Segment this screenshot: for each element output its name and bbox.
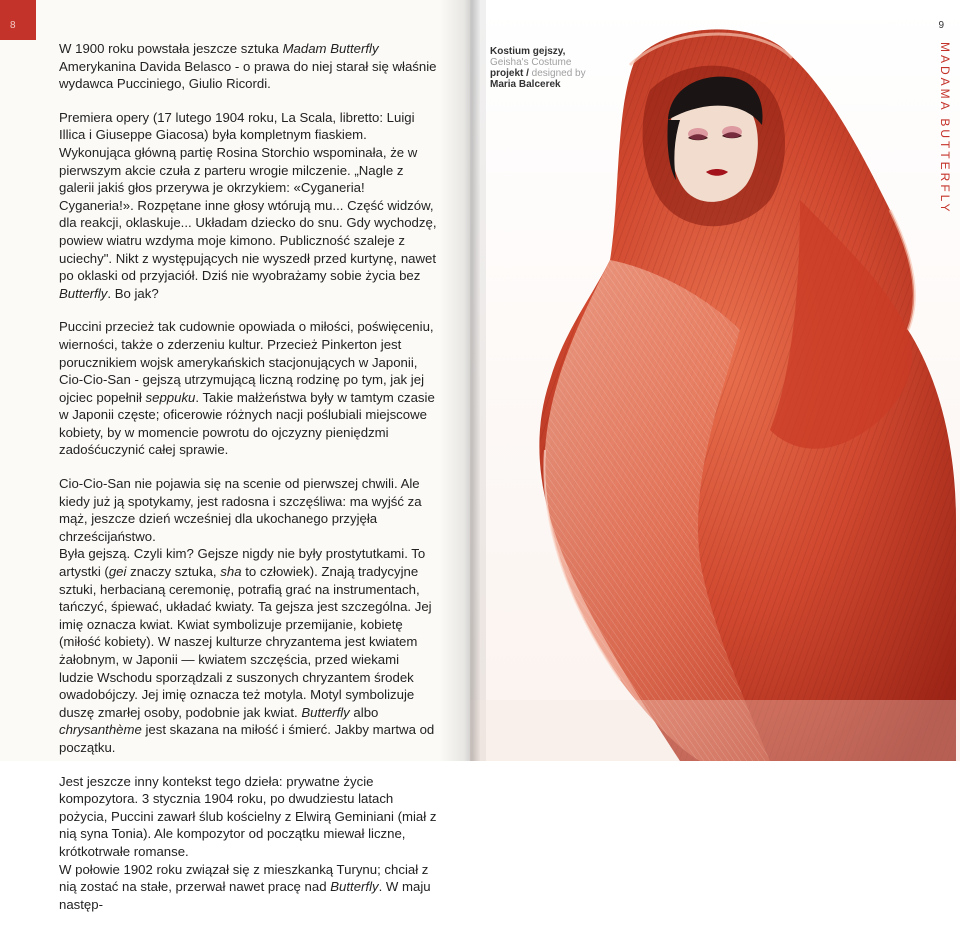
italic-term: sha [220,564,242,580]
running-head: MADAMA BUTTERFLY [938,42,952,215]
page-number-right: 9 [938,20,944,31]
paragraph-p6 [59,773,437,861]
text-run: Jest jeszcze inny kontekst tego dzieła: prywatne życie kompozytora. 3 stycznia 1904 roku, po dwudziestu latach pożycia, Puccini zawarł ślub kościelny z Elwirą Geminiani (miał z nią syna Tonia). Ale kompozytor od początku miewał liczne, krótkotrwałe romanse. [59,773,437,859]
left-page [0,0,470,912]
text-run: Cio-Cio-San nie pojawia się na scenie od pierwszej chwili. Ale kiedy już ją spotykamy, jest radosna i szczęśliwa: ma wyjść za mąż, jeszcze dzień wcześniej dla ukochanego przyjęła chrześcijaństwo. [59,476,422,544]
caption-title-en: Geisha's Costume [490,57,572,68]
paragraph-p4 [59,475,437,545]
caption-credit-pl: projekt / [490,68,529,79]
text-run: jest skazana na miłość i śmierć. Jakby martwa od początku. [59,722,435,755]
text-run: znaczy sztuka, [126,564,221,580]
text-run: Premiera opery (17 lutego 1904 roku, La Scala, libretto: Luigi Illica i Giuseppe Giacosa) była kompletnym fiaskiem. Wykonująca główną partię Rosina Storchio wspominała, że w pierwszym akcie czuła z parteru wrogie milczenie. „Nagle z galerii jakiś głos przerywa je okrzykiem: «Cyganeria! Cyganeria!». Rozpętane inne głosy wtórują mu... Część widzów, dla reakcji, oklaskuje... Układam dziecko do snu. Gdy wychodzę, powiew wiatru wzdyma moje kimono. Publiczność szaleje z uciechy". Nikt z występujących nie wyszedł przed kurtynę, nawet po oklaski od przyjaciół. Dziś nie wyobrażamy sobie życia bez [59,109,437,284]
text-run: Amerykanina Davida Belasco - o prawa do niej starał się właśnie wydawca Pucciniego, Giulio Ricordi. [59,58,437,92]
text-run: W 1900 roku powstała jeszcze sztuka [59,41,283,56]
paragraph-p2 [59,109,437,303]
page-number-left: 8 [10,20,16,31]
right-page [470,0,960,761]
text-run: . Takie małżeństwa były w tamtym czasie w Japonii częste; oficerowie różnych nacji poślubiali miejscowe kobiety, by w momencie powrotu do ojczyzny pieniędzmi zadośćuczynić całej sprawie. [59,389,435,458]
italic-term: gei [108,564,127,580]
text-run: albo [349,704,379,720]
italic-term: Butterfly [59,285,108,301]
paragraph-p3 [59,318,437,459]
italic-term: Madam Butterfly [282,41,379,56]
photo-caption [490,46,620,90]
costume-photo [470,0,960,761]
caption-author: Maria Balcerek [490,79,561,90]
italic-term: seppuku [145,389,196,405]
paragraph-p1 [59,40,437,93]
text-run: . W maju następ- [59,879,431,912]
caption-title: Kostium gejszy, [490,46,566,57]
text-run: W połowie 1902 roku związał się z mieszkanką Turynu; chciał z nią zostać na stałe, przerwał nawet pracę nad [59,861,429,895]
paragraph-p7 [59,861,437,914]
caption-credit-en: designed by [528,68,586,79]
caption-credit [490,68,620,79]
italic-term: Butterfly [330,879,379,895]
paragraph-p5 [59,545,437,756]
page-number-tab [0,0,36,40]
body-text-column [59,40,437,929]
italic-term: chrysanthème [59,722,142,738]
italic-term: Butterfly [301,704,350,720]
text-run: to człowiek). Znają tradycyjne sztuki, herbacianą ceremonię, potrafią grać na instrumentach, tańczyć, śpiewać, układać kwiaty. Ta gejsza jest szczególna. Jej imię oznacza kwiat. Kwiat symbolizuje przemijanie, kobietę (miłość kobiety). W naszej kulturze chryzantema jest kwiatem żałobnym, w Japonii — kwiatem szczęścia, przed wiekami ludzie Wschodu sporządzali z suszonych chryzantem środek owadobójczy. Jej imię oznacza też motyla. Motyl symbolizuje duszę zmarłej osoby, podobnie jak kwiat. [59,564,432,720]
text-run: Puccini przecież tak cudownie opowiada o miłości, poświęceniu, wierności, także o zderzeniu kultur. Przecież Pinkerton jest porucznikiem wojsk amerykańskich stacjonujących w Japonii, Cio-Cio-San - gejszą utrzymującą liczną rodzinę po tym, jak jej ojciec popełnił [59,319,434,405]
book-gutter [440,0,480,761]
text-run: Była gejszą. Czyli kim? Gejsze nigdy nie były prostytutkami. To artystki ( [59,546,426,580]
text-run: . Bo jak? [107,285,159,301]
